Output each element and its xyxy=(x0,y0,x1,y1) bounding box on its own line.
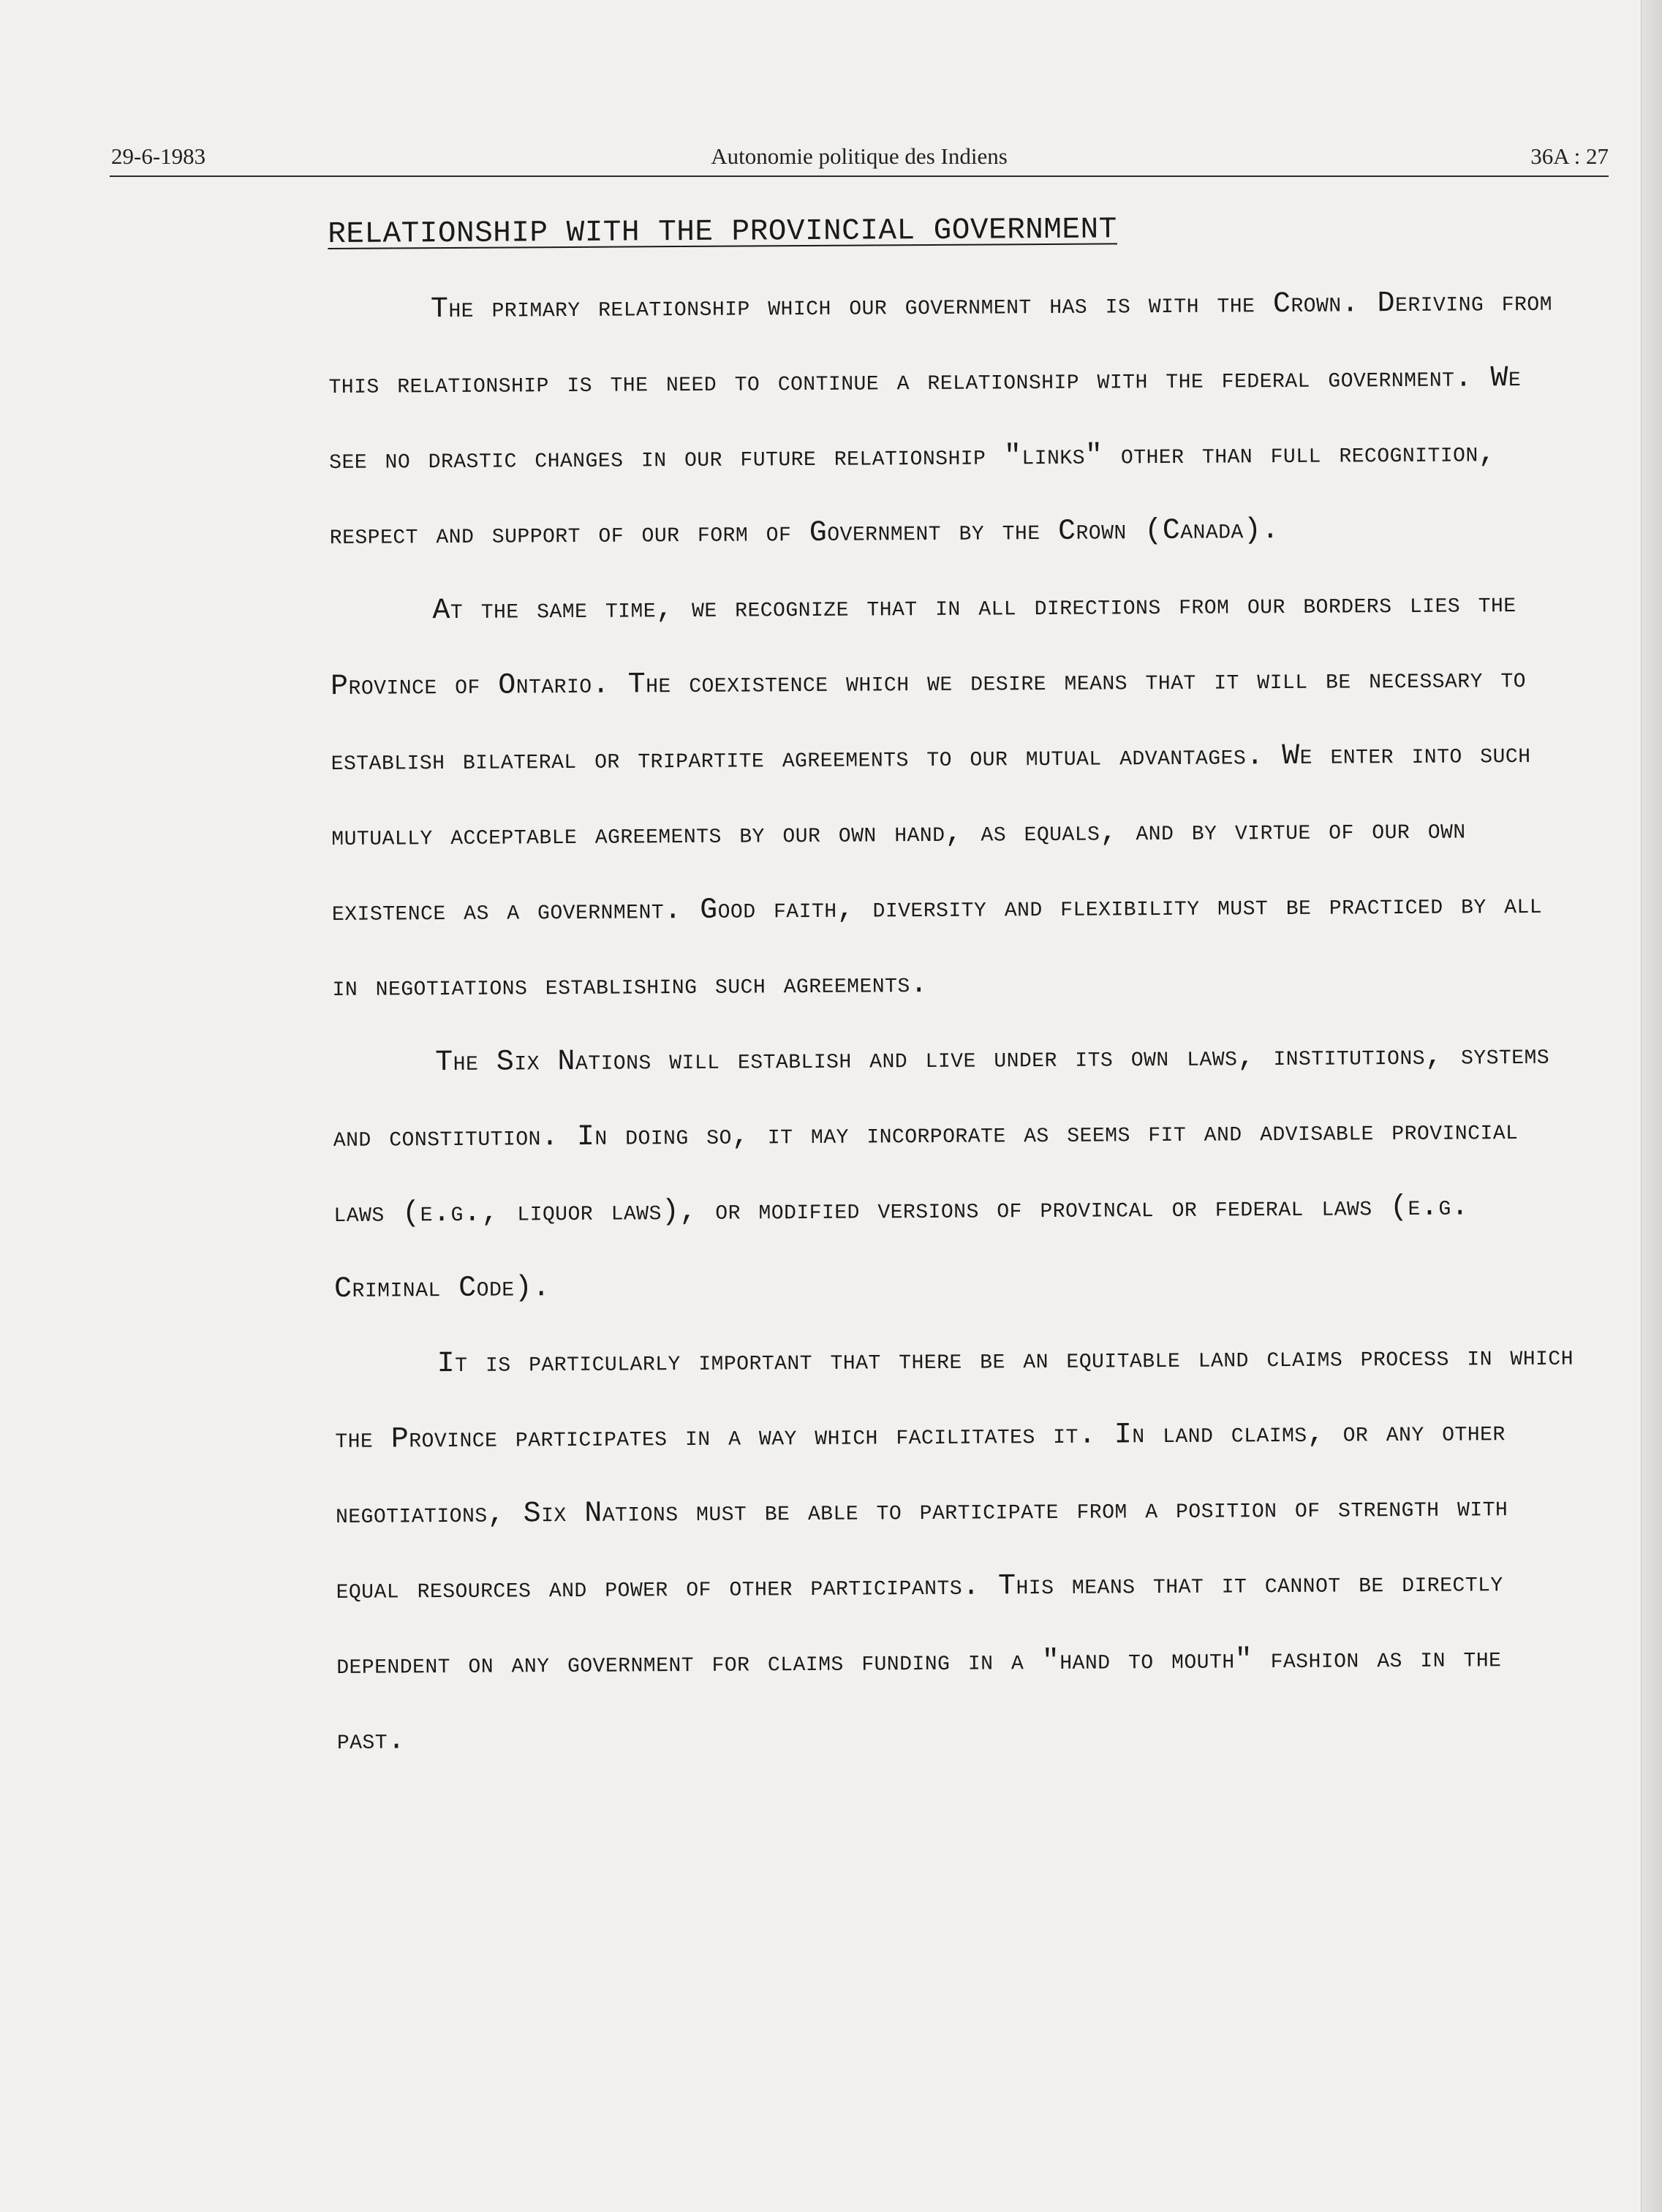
paragraph-own-laws: The Six Nations will establish and live under its own laws, institutions, systems and constitution. In doing so, it may incorporate as seems fit and advisable provincial laws (e.g., liquor laws), or modified versions of provincal or federal laws (e.g. Criminal Code). xyxy=(333,1039,1550,1306)
paragraph-crown-relationship: The primary relationship which our government has is with the Crown. Deriving from this relationship is the need to continue a relationship with the federal government. We see no drastic changes in our future relationship "links" other than full recognition, respect and support of our form of Government by the Crown (Canada). xyxy=(328,286,1553,553)
section-heading: RELATIONSHIP WITH THE PROVINCIAL GOVERNMENT xyxy=(328,213,1117,252)
paragraph-coexistence-ontario: At the same time, we recognize that in all directions from our borders lies the Province of Ontario. The coexistence which we desire means that it will be necessary to establish bilateral or tripartite agreements to our mutual advantages. We enter into such mutually acceptable agreements by our own hand, as equals, and by virtue of our own existence as a government. Good faith, diversity and flexibility must be practiced by all in negotiations establishing such agreements. xyxy=(330,588,1543,1005)
running-header xyxy=(110,124,1609,177)
header-page-number: 36A : 27 xyxy=(1530,143,1609,169)
paragraph-land-claims: It is particularly important that there be an equitable land claims process in which the Province participates in a way which facilitates it. In land claims, or any other negotiations, Six Nations must be able to participate from a position of strength with equal resources and power of other participants. This means that it cannot be directly dependent on any government for claims funding in a "hand to mouth" fashion as in the past. xyxy=(335,1340,1574,1758)
document-body xyxy=(328,190,1580,1779)
header-date: 29-6-1983 xyxy=(111,143,206,169)
page-edge xyxy=(1641,0,1662,2212)
header-title: Autonomie politique des Indiens xyxy=(711,143,1008,169)
